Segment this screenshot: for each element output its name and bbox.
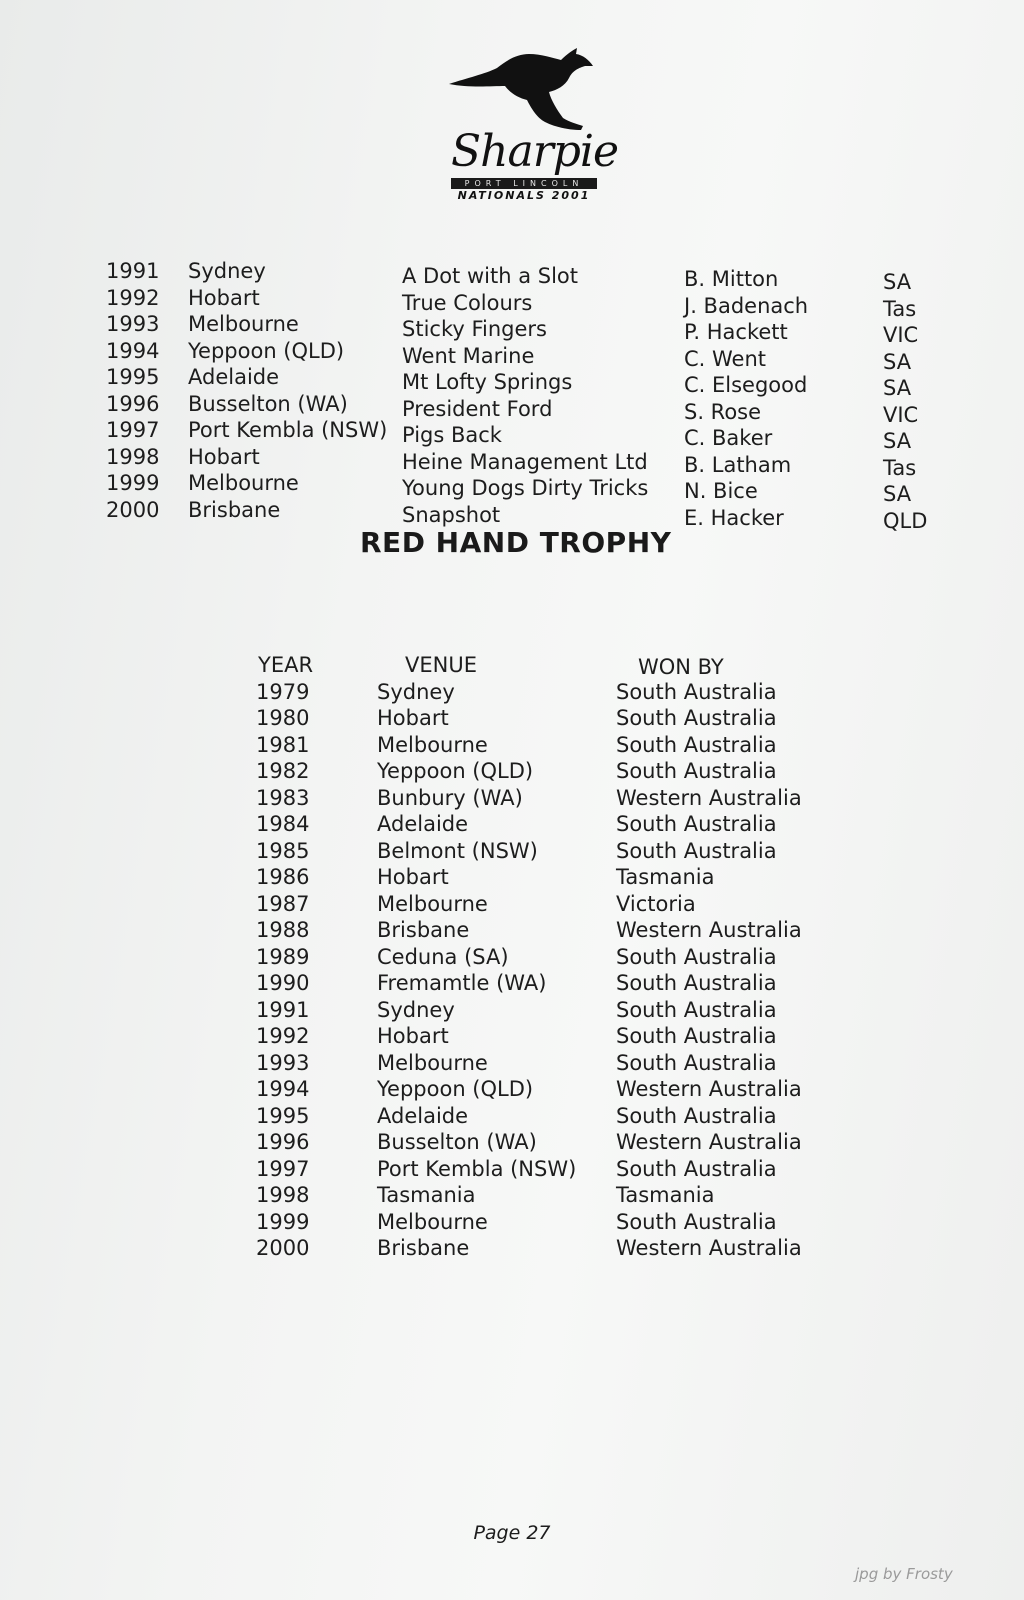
year-cell: 2000 xyxy=(106,497,160,522)
year-cell: 1997 xyxy=(256,1156,310,1181)
year-cell: 1989 xyxy=(256,944,310,969)
won-by-cell: Western Australia xyxy=(616,1077,802,1101)
venue-cell: Melbourne xyxy=(377,732,488,757)
venue-cell: Melbourne xyxy=(188,471,299,495)
venue-cell: Port Kembla (NSW) xyxy=(377,1156,577,1181)
table-row xyxy=(0,1209,1024,1236)
year-cell: 1984 xyxy=(256,812,310,836)
won-by-cell: Western Australia xyxy=(616,1236,802,1260)
table-row xyxy=(0,444,1024,480)
venue-cell: Melbourne xyxy=(377,891,488,916)
skipper-cell: B. Mitton xyxy=(684,267,779,291)
year-cell: 1992 xyxy=(256,1024,310,1048)
boat-cell: President Ford xyxy=(402,396,553,421)
venue-cell: Yeppoon (QLD) xyxy=(377,759,534,783)
year-cell: 1995 xyxy=(106,365,160,389)
venue-cell: Adelaide xyxy=(188,365,280,389)
venue-cell: Adelaide xyxy=(377,812,469,836)
won-by-cell: South Australia xyxy=(616,812,777,836)
table-row xyxy=(0,758,1024,785)
venue-cell: Ceduna (SA) xyxy=(377,944,509,969)
year-cell: 1994 xyxy=(256,1077,310,1101)
year-cell: 1993 xyxy=(256,1050,310,1075)
logo-band: PORT LINCOLN xyxy=(451,178,597,189)
table-row xyxy=(0,997,1024,1024)
image-credit: jpg by Frosty xyxy=(855,1565,953,1583)
skipper-cell: P. Hackett xyxy=(684,320,788,344)
venue-cell: Adelaide xyxy=(377,1103,469,1128)
table-row xyxy=(0,1156,1024,1183)
venue-cell: Bunbury (WA) xyxy=(377,785,523,810)
nationals-winners-table xyxy=(0,258,1024,533)
year-cell: 1999 xyxy=(106,471,160,495)
sharpie-nationals-logo xyxy=(445,38,619,208)
skipper-cell: C. Elsegood xyxy=(684,373,808,397)
skipper-cell: N. Bice xyxy=(684,479,758,503)
table-row xyxy=(0,311,1024,347)
won-by-cell: South Australia xyxy=(616,997,777,1022)
boat-cell: A Dot with a Slot xyxy=(402,264,578,288)
state-cell: Tas xyxy=(883,296,917,321)
won-by-cell: South Australia xyxy=(616,1156,777,1181)
year-cell: 1995 xyxy=(256,1103,310,1128)
venue-cell: Yeppoon (QLD) xyxy=(377,1077,534,1101)
year-cell: 1991 xyxy=(256,997,310,1022)
table-header-row xyxy=(0,652,1024,679)
year-cell: 1990 xyxy=(256,971,310,995)
won-by-cell: South Australia xyxy=(616,732,777,757)
venue-cell: Melbourne xyxy=(377,1209,488,1234)
year-cell: 1996 xyxy=(106,391,160,416)
year-cell: 1994 xyxy=(106,338,160,363)
year-cell: 2000 xyxy=(256,1236,310,1260)
skipper-cell: E. Hacker xyxy=(684,505,784,530)
venue-cell: Melbourne xyxy=(188,312,299,336)
year-cell: 1993 xyxy=(106,312,160,336)
state-cell: SA xyxy=(883,376,912,400)
skipper-cell: J. Badenach xyxy=(684,293,809,318)
table-row xyxy=(0,258,1024,294)
year-cell: 1980 xyxy=(256,706,310,730)
year-cell: 1991 xyxy=(106,259,160,283)
year-cell: 1985 xyxy=(256,838,310,863)
venue-cell: Tasmania xyxy=(377,1183,476,1207)
state-cell: SA xyxy=(883,429,912,453)
venue-cell: Fremamtle (WA) xyxy=(377,971,547,995)
table-row xyxy=(0,1182,1024,1209)
table-row xyxy=(0,338,1024,374)
table-row xyxy=(0,285,1024,321)
boat-cell: True Colours xyxy=(402,290,533,315)
venue-cell: Sydney xyxy=(377,997,455,1022)
won-by-cell: South Australia xyxy=(616,838,777,863)
venue-cell: Brisbane xyxy=(377,1236,470,1260)
state-cell: VIC xyxy=(883,323,919,347)
table-row xyxy=(0,785,1024,812)
venue-cell: Yeppoon (QLD) xyxy=(188,338,345,363)
table-row xyxy=(0,1076,1024,1103)
venue-cell: Sydney xyxy=(188,259,266,283)
table-row xyxy=(0,470,1024,506)
table-row xyxy=(0,970,1024,997)
table-row xyxy=(0,917,1024,944)
venue-cell: Port Kembla (NSW) xyxy=(188,418,388,442)
year-cell: 1983 xyxy=(256,785,310,810)
venue-cell: Melbourne xyxy=(377,1050,488,1075)
boat-cell: Snapshot xyxy=(402,502,501,527)
table-row xyxy=(0,1023,1024,1050)
won-by-cell: South Australia xyxy=(616,1050,777,1075)
state-cell: QLD xyxy=(883,508,928,533)
skipper-cell: C. Went xyxy=(684,346,767,371)
venue-cell: Belmont (NSW) xyxy=(377,838,538,863)
table-row xyxy=(0,838,1024,865)
boat-cell: Went Marine xyxy=(402,343,535,368)
venue-header: VENUE xyxy=(405,653,477,677)
boat-cell: Sticky Fingers xyxy=(402,317,547,341)
year-cell: 1979 xyxy=(256,679,310,704)
won-by-cell: South Australia xyxy=(616,1103,777,1128)
won-by-cell: South Australia xyxy=(616,1209,777,1234)
year-header: YEAR xyxy=(258,653,314,677)
won-by-cell: Tasmania xyxy=(616,1183,715,1207)
won-by-cell: Western Australia xyxy=(616,918,802,942)
state-cell: SA xyxy=(883,482,912,506)
year-cell: 1999 xyxy=(256,1209,310,1234)
venue-cell: Busselton (WA) xyxy=(188,391,348,416)
venue-cell: Sydney xyxy=(377,679,455,704)
won-by-cell: South Australia xyxy=(616,706,777,730)
table-row xyxy=(0,864,1024,891)
kangaroo-icon xyxy=(445,38,605,138)
year-cell: 1982 xyxy=(256,759,310,783)
table-row xyxy=(0,705,1024,732)
red-hand-trophy-table xyxy=(0,652,1024,1262)
table-row xyxy=(0,1129,1024,1156)
venue-cell: Hobart xyxy=(188,444,260,469)
table-row xyxy=(0,811,1024,838)
won-by-header: WON BY xyxy=(638,655,724,679)
won-by-cell: South Australia xyxy=(616,971,777,995)
year-cell: 1997 xyxy=(106,418,160,442)
venue-cell: Hobart xyxy=(188,285,260,310)
state-cell: SA xyxy=(883,349,912,374)
table-row xyxy=(0,391,1024,427)
won-by-cell: South Australia xyxy=(616,1024,777,1048)
table-row xyxy=(0,497,1024,533)
table-row xyxy=(0,417,1024,453)
skipper-cell: S. Rose xyxy=(684,399,762,424)
venue-cell: Hobart xyxy=(377,706,449,730)
year-cell: 1988 xyxy=(256,918,310,942)
venue-cell: Brisbane xyxy=(377,918,470,942)
venue-cell: Hobart xyxy=(377,865,449,889)
state-cell: Tas xyxy=(883,455,917,480)
year-cell: 1998 xyxy=(106,444,160,469)
table-row xyxy=(0,364,1024,400)
skipper-cell: B. Latham xyxy=(684,452,792,477)
venue-cell: Brisbane xyxy=(188,497,281,522)
won-by-cell: Tasmania xyxy=(616,865,715,889)
venue-cell: Hobart xyxy=(377,1024,449,1048)
year-cell: 1992 xyxy=(106,285,160,310)
logo-wordmark: Sharpie xyxy=(451,126,619,177)
logo-subtitle: NATIONALS 2001 xyxy=(457,189,591,202)
boat-cell: Heine Management Ltd xyxy=(402,449,648,474)
page-number: Page 27 xyxy=(473,1522,551,1544)
year-cell: 1981 xyxy=(256,732,310,757)
table-row xyxy=(0,891,1024,918)
table-row xyxy=(0,679,1024,706)
boat-cell: Mt Lofty Springs xyxy=(402,370,573,394)
boat-cell: Young Dogs Dirty Tricks xyxy=(402,476,649,500)
table-row xyxy=(0,1235,1024,1262)
table-row xyxy=(0,944,1024,971)
state-cell: SA xyxy=(883,270,912,294)
year-cell: 1987 xyxy=(256,891,310,916)
boat-cell: Pigs Back xyxy=(402,423,502,447)
table-row xyxy=(0,732,1024,759)
year-cell: 1986 xyxy=(256,865,310,889)
red-hand-trophy-heading: RED HAND TROPHY xyxy=(360,526,672,559)
year-cell: 1996 xyxy=(256,1130,310,1154)
won-by-cell: Western Australia xyxy=(616,1130,802,1154)
table-row xyxy=(0,1103,1024,1130)
won-by-cell: Victoria xyxy=(616,891,696,916)
table-row xyxy=(0,1050,1024,1077)
won-by-cell: South Australia xyxy=(616,759,777,783)
won-by-cell: South Australia xyxy=(616,679,777,704)
skipper-cell: C. Baker xyxy=(684,426,773,450)
won-by-cell: Western Australia xyxy=(616,785,802,810)
venue-cell: Busselton (WA) xyxy=(377,1130,537,1154)
year-cell: 1998 xyxy=(256,1183,310,1207)
won-by-cell: South Australia xyxy=(616,944,777,969)
state-cell: VIC xyxy=(883,402,919,427)
